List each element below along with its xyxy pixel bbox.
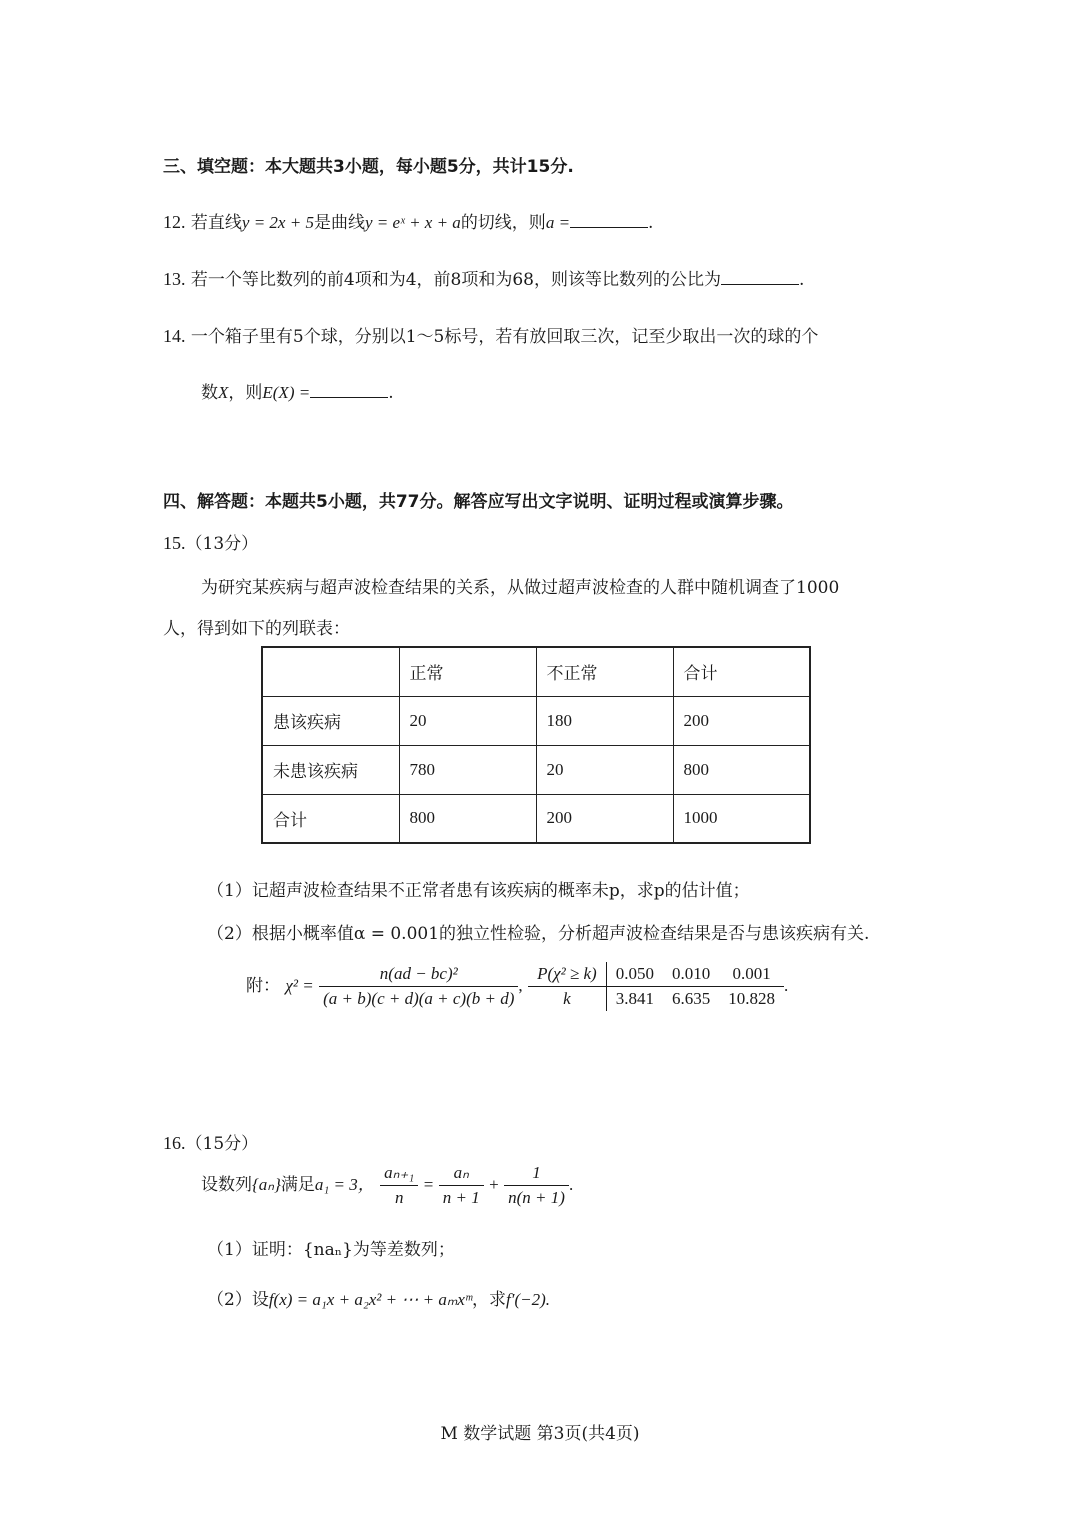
critical-table-cell: 0.050: [606, 962, 663, 987]
q14-line-2b: ，则: [228, 383, 263, 403]
table-row: [262, 696, 810, 745]
q14-variable: X: [218, 383, 229, 402]
q15-points: （13分）: [185, 534, 259, 554]
q16-fraction-2-denominator: n + 1: [442, 1188, 480, 1207]
appendix-end: .: [783, 976, 789, 995]
q16-derivative-ask: f′(−2).: [506, 1290, 551, 1309]
table-cell: 200: [673, 696, 810, 745]
q14-line-1: 一个箱子里有5个球，分别以1～5标号，若有放回取三次，记至少取出一次的球的个: [190, 327, 819, 347]
q15-part-2: （2）根据小概率值α = 0.001的独立性检验，分析超声波检查结果是否与患该疾病有关.: [207, 924, 870, 944]
chi-square-fraction: [319, 964, 518, 1009]
table-row: [262, 745, 810, 794]
q16-fraction-2-numerator: aₙ: [439, 1163, 484, 1186]
critical-table-cell: 3.841: [615, 989, 654, 1008]
q16-fraction-3: [504, 1163, 569, 1208]
table-header-cell: [262, 647, 399, 696]
q16-fraction-2: [439, 1163, 484, 1208]
q16-fraction-1-numerator: aₙ₊₁: [380, 1163, 418, 1186]
q16-given-a: 设数列: [201, 1175, 252, 1195]
table-cell: 200: [536, 794, 673, 843]
q12-text-2: 是曲线: [313, 213, 365, 233]
q16-part-2: [207, 1285, 550, 1310]
q16-fraction-1: [380, 1163, 418, 1208]
q14-line-2a: 数: [201, 383, 218, 403]
chi-square-lhs: χ² =: [285, 976, 314, 995]
q12-ask: a =: [545, 213, 571, 232]
table-header-row: [262, 647, 810, 696]
q12-text-1: 若直线: [190, 213, 242, 233]
table-header-cell: 不正常: [536, 647, 673, 696]
q16-function-definition: f(x) = a₁x + a₂x² + ⋯ + aₘxᵐ: [268, 1290, 473, 1309]
q16-initial-term: a₁ = 3，: [314, 1175, 375, 1194]
q16-equals: =: [423, 1175, 434, 1194]
critical-table-cell: 0.010: [663, 962, 719, 987]
q15-appendix: [246, 962, 788, 1011]
chi-square-numerator: n(ad − bc)²: [319, 964, 518, 987]
critical-table-row-1-head: P(χ² ≥ k): [537, 964, 597, 983]
critical-value-table: [528, 962, 784, 1011]
q15-intro-line-1: 为研究某疾病与超声波检查结果的关系，从做过超声波检查的人群中随机调查了1000: [201, 578, 840, 598]
q12-answer-blank: [570, 213, 648, 228]
q16-part-2a: （2）设: [207, 1290, 269, 1310]
question-16-header: [163, 1129, 258, 1154]
q12-end: .: [648, 213, 654, 233]
q14-number: 14.: [163, 326, 186, 346]
q15-intro-line-2: 人，得到如下的列联表：: [163, 619, 350, 639]
table-cell: 合计: [262, 794, 399, 843]
section-4-heading: 四、解答题：本题共5小题，共77分。解答应写出文字说明、证明过程或演算步骤。: [163, 492, 794, 512]
critical-table-row-2-head: k: [563, 989, 571, 1008]
critical-table-cell: 0.001: [719, 962, 784, 987]
table-cell: 180: [536, 696, 673, 745]
table-row: [262, 794, 810, 843]
question-14-continued: [201, 378, 394, 403]
q12-curve-equation: y = eˣ + x + a: [364, 213, 461, 232]
q14-answer-blank: [310, 383, 388, 398]
q16-fraction-3-denominator: n(n + 1): [508, 1188, 565, 1207]
q16-part-2b: ，求: [472, 1290, 507, 1310]
q13-number: 13.: [163, 269, 186, 289]
q12-line-equation: y = 2x + 5: [241, 213, 314, 232]
chi-square-denominator: (a + b)(c + d)(a + c)(b + d): [323, 989, 515, 1008]
q13-end: .: [799, 270, 805, 290]
q13-answer-blank: [721, 270, 799, 285]
appendix-label: 附：: [246, 976, 280, 996]
q16-number: 16.: [163, 1133, 186, 1153]
q16-points: （15分）: [185, 1134, 259, 1154]
table-cell: 20: [536, 745, 673, 794]
question-12: [163, 208, 653, 233]
q16-fraction-1-denominator: n: [395, 1188, 404, 1207]
section-3-heading: 三、填空题：本大题共3小题，每小题5分，共计15分.: [163, 157, 574, 177]
table-cell: 800: [673, 745, 810, 794]
q12-number: 12.: [163, 212, 186, 232]
table-cell: 1000: [673, 794, 810, 843]
q16-end: .: [568, 1175, 574, 1194]
q13-text: 若一个等比数列的前4项和为4，前8项和为68，则该等比数列的公比为: [190, 270, 721, 290]
q16-fraction-3-numerator: 1: [504, 1163, 569, 1186]
q14-ask: E(X) =: [262, 383, 311, 402]
table-header-cell: 合计: [673, 647, 810, 696]
table-header-cell: 正常: [399, 647, 536, 696]
q14-end: .: [388, 383, 394, 403]
q16-given-b: 满足: [280, 1175, 315, 1195]
q15-number: 15.: [163, 533, 186, 553]
question-15-header: [163, 529, 258, 554]
question-13: [163, 265, 804, 290]
contingency-table: [261, 646, 811, 844]
table-cell: 20: [399, 696, 536, 745]
appendix-comma: ,: [518, 976, 523, 995]
q16-part-1: （1）证明：{naₙ}为等差数列；: [207, 1240, 455, 1260]
q16-sequence: {aₙ}: [252, 1175, 281, 1194]
critical-table-cell: 10.828: [728, 989, 775, 1008]
table-cell: 患该疾病: [262, 696, 399, 745]
q16-given: [201, 1163, 573, 1208]
table-cell: 780: [399, 745, 536, 794]
page-footer: M 数学试题 第3页(共4页): [440, 1424, 640, 1444]
q16-plus: +: [489, 1175, 499, 1194]
table-cell: 800: [399, 794, 536, 843]
q15-part-1: （1）记超声波检查结果不正常者患有该疾病的概率未p，求p的估计值；: [207, 881, 750, 901]
table-cell: 未患该疾病: [262, 745, 399, 794]
q12-text-3: 的切线，则: [460, 213, 546, 233]
critical-table-cell: 6.635: [671, 989, 711, 1008]
question-14: [163, 322, 818, 347]
